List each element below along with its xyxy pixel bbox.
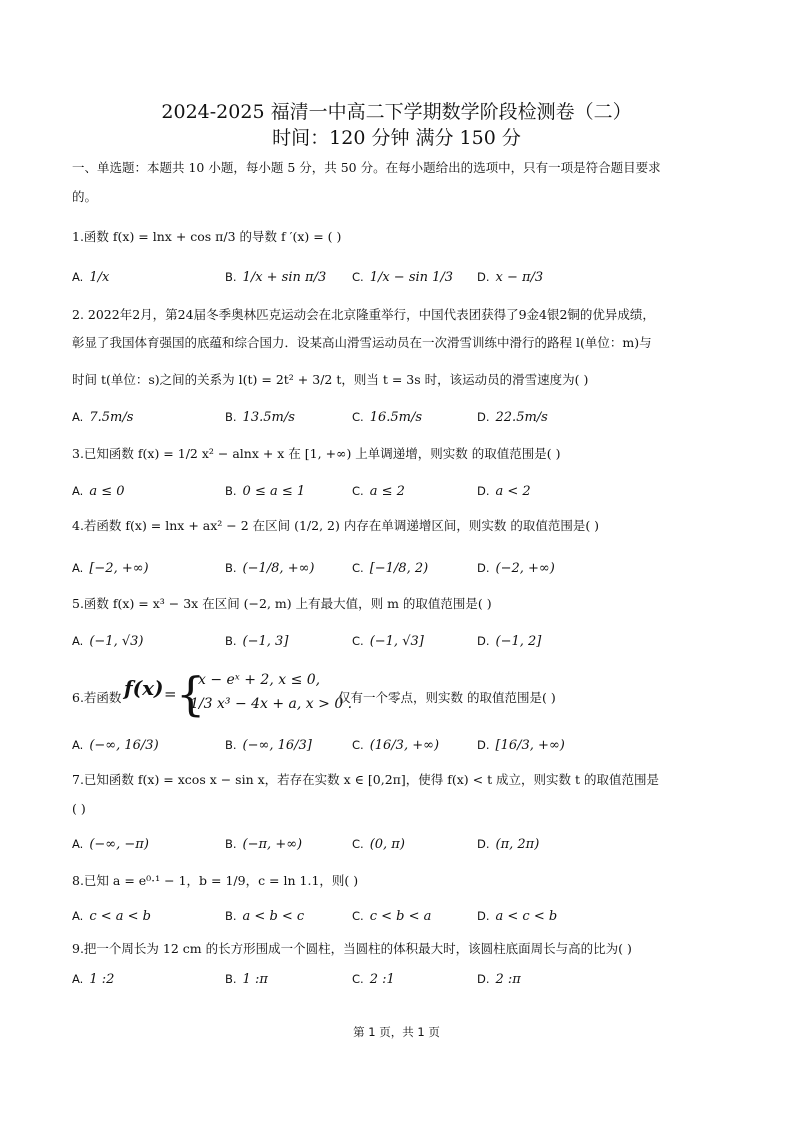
option-value: (16/3, +∞) xyxy=(369,738,440,753)
option-value: 1/x − sin 1/3 xyxy=(369,270,454,285)
option-label: C. xyxy=(352,837,364,851)
option-label: D. xyxy=(477,738,490,752)
option-value: c < a < b xyxy=(89,909,151,924)
option-value: [−1/8, 2) xyxy=(369,561,429,576)
option-d xyxy=(477,267,543,288)
option-label: D. xyxy=(477,909,490,923)
option-b xyxy=(225,407,295,428)
option-value: c < b < a xyxy=(369,909,432,924)
section-instruction-line2: 的。 xyxy=(72,189,98,204)
option-value: (−1, 3] xyxy=(242,634,289,649)
option-label: A. xyxy=(72,634,84,648)
option-label: C. xyxy=(352,909,364,923)
option-d xyxy=(477,906,557,927)
option-label: C. xyxy=(352,410,364,424)
option-value: (0, π) xyxy=(369,837,405,852)
question-3-options xyxy=(72,481,722,501)
question-4-options xyxy=(72,558,722,578)
option-value: 1/x xyxy=(89,270,110,285)
option-label: B. xyxy=(225,909,237,923)
option-b xyxy=(225,969,268,990)
option-c xyxy=(352,631,424,652)
option-b xyxy=(225,558,315,579)
exam-subtitle: 时间：120 分钟 满分 150 分 xyxy=(272,127,521,149)
question-3-stem: 3.已知函数 f(x) = 1/2 x² − alnx + x 在 [1, +∞) 上单调递增，则实数 的取值范围是( ) xyxy=(72,446,561,461)
option-label: D. xyxy=(477,410,490,424)
option-label: B. xyxy=(225,484,237,498)
option-a xyxy=(72,558,149,579)
option-value: 1/x + sin π/3 xyxy=(242,270,327,285)
option-value: [16/3, +∞) xyxy=(495,738,565,753)
question-2-stem-line2: 彰显了我国体育强国的底蕴和综合国力．设某高山滑雪运动员在一次滑雪训练中滑行的路程 l(单位：m)与 xyxy=(72,335,652,350)
option-label: B. xyxy=(225,634,237,648)
piecewise-case-1: x − eˣ + 2, x ≤ 0, xyxy=(198,672,321,688)
option-a xyxy=(72,834,149,855)
option-label: C. xyxy=(352,738,364,752)
option-value: 0 ≤ a ≤ 1 xyxy=(242,484,306,499)
question-8-options xyxy=(72,906,722,926)
option-label: B. xyxy=(225,837,237,851)
option-value: x − π/3 xyxy=(495,270,544,285)
option-label: A. xyxy=(72,738,84,752)
exam-title: 2024-2025 福清一中高二下学期数学阶段检测卷（二） xyxy=(161,101,632,123)
option-value: 22.5m/s xyxy=(495,410,548,425)
option-d xyxy=(477,834,539,855)
option-value: (−1, √3] xyxy=(369,634,424,649)
option-c xyxy=(352,481,405,502)
option-label: B. xyxy=(225,561,237,575)
question-6-options xyxy=(72,735,722,755)
equals-sign: = xyxy=(164,685,177,703)
option-value: a < b < c xyxy=(242,909,305,924)
option-b xyxy=(225,481,305,502)
option-c xyxy=(352,407,422,428)
option-label: D. xyxy=(477,484,490,498)
option-b xyxy=(225,267,326,288)
option-label: C. xyxy=(352,270,364,284)
option-label: A. xyxy=(72,410,84,424)
question-4-stem: 4.若函数 f(x) = lnx + ax² − 2 在区间 (1/2, 2) 内存在单调递增区间，则实数 的取值范围是( ) xyxy=(72,518,600,533)
option-value: a < 2 xyxy=(495,484,531,499)
question-1-stem: 1.函数 f(x) = lnx + cos π/3 的导数 f ′(x) = ( ) xyxy=(72,229,342,244)
question-6-prefix: 6.若函数 xyxy=(72,690,122,705)
option-d xyxy=(477,481,531,502)
option-label: D. xyxy=(477,972,490,986)
question-2-stem-line1: 2. 2022年2月，第24届冬季奥林匹克运动会在北京隆重举行，中国代表团获得了9金4银2铜的优异成绩， xyxy=(72,307,655,322)
option-b xyxy=(225,735,312,756)
option-b xyxy=(225,834,302,855)
option-label: C. xyxy=(352,561,364,575)
option-c xyxy=(352,969,395,990)
option-a xyxy=(72,631,143,652)
option-a xyxy=(72,969,114,990)
option-label: A. xyxy=(72,837,84,851)
option-c xyxy=(352,267,453,288)
question-5-options xyxy=(72,631,722,651)
option-value: (−1, √3) xyxy=(89,634,144,649)
option-c xyxy=(352,834,405,855)
option-c xyxy=(352,906,431,927)
piecewise-case-2: 1/3 x³ − 4x + a, x > 0 . xyxy=(190,696,353,712)
option-label: C. xyxy=(352,634,364,648)
option-value: (π, 2π) xyxy=(495,837,540,852)
option-label: D. xyxy=(477,270,490,284)
option-c xyxy=(352,558,428,579)
option-value: 2 :π xyxy=(495,972,521,987)
option-label: A. xyxy=(72,972,84,986)
question-7-stem-line2: ( ) xyxy=(72,801,86,816)
option-label: C. xyxy=(352,484,364,498)
question-6-suffix: 仅有一个零点，则实数 的取值范围是( ) xyxy=(338,690,556,705)
option-a xyxy=(72,481,125,502)
question-6-function: f(x) xyxy=(124,676,164,700)
option-value: (−1, 2] xyxy=(495,634,542,649)
option-value: 16.5m/s xyxy=(369,410,423,425)
option-label: A. xyxy=(72,270,84,284)
option-d xyxy=(477,969,521,990)
option-label: B. xyxy=(225,972,237,986)
option-value: (−2, +∞) xyxy=(495,561,555,576)
option-b xyxy=(225,631,288,652)
question-6-stem xyxy=(72,668,722,724)
option-label: A. xyxy=(72,909,84,923)
question-9-options xyxy=(72,969,722,989)
option-value: a < c < b xyxy=(495,909,558,924)
option-value: (−∞, −π) xyxy=(89,837,149,852)
option-value: 13.5m/s xyxy=(242,410,295,425)
question-5-stem: 5.函数 f(x) = x³ − 3x 在区间 (−2, m) 上有最大值，则 m 的取值范围是( ) xyxy=(72,596,492,611)
option-b xyxy=(225,906,304,927)
option-value: 2 :1 xyxy=(369,972,395,987)
option-value: 1 :2 xyxy=(89,972,115,987)
question-2-options xyxy=(72,407,722,427)
question-7-stem-line1: 7.已知函数 f(x) = xcos x − sin x，若存在实数 x ∈ [0,2π]，使得 f(x) < t 成立，则实数 t 的取值范围是 xyxy=(72,772,660,787)
option-label: B. xyxy=(225,738,237,752)
option-c xyxy=(352,735,439,756)
option-a xyxy=(72,735,159,756)
section-instruction-line1: 一、单选题：本题共 10 小题，每小题 5 分，共 50 分。在每小题给出的选项中，只有一项是符合题目要求 xyxy=(72,160,661,175)
option-value: (−∞, 16/3] xyxy=(242,738,312,753)
option-d xyxy=(477,407,548,428)
option-value: a ≤ 2 xyxy=(369,484,405,499)
option-label: B. xyxy=(225,410,237,424)
option-value: (−1/8, +∞) xyxy=(242,561,315,576)
option-value: [−2, +∞) xyxy=(89,561,149,576)
option-d xyxy=(477,631,541,652)
option-value: a ≤ 0 xyxy=(89,484,125,499)
option-label: A. xyxy=(72,484,84,498)
option-label: D. xyxy=(477,837,490,851)
left-brace: { xyxy=(176,667,206,721)
option-label: C. xyxy=(352,972,364,986)
page-footer: 第 1 页，共 1 页 xyxy=(353,1025,440,1039)
question-7-options xyxy=(72,834,722,854)
option-value: (−π, +∞) xyxy=(242,837,303,852)
option-d xyxy=(477,558,555,579)
option-value: 7.5m/s xyxy=(89,410,134,425)
option-value: (−∞, 16/3) xyxy=(89,738,159,753)
option-label: D. xyxy=(477,634,490,648)
question-1-options xyxy=(72,267,722,287)
question-2-stem-line3: 时间 t(单位：s)之间的关系为 l(t) = 2t² + 3/2 t，则当 t = 3s 时，该运动员的滑雪速度为( ) xyxy=(72,372,589,387)
question-8-stem: 8.已知 a = e⁰·¹ − 1，b = 1/9，c = ln 1.1，则( ) xyxy=(72,873,359,888)
option-a xyxy=(72,267,109,288)
option-label: B. xyxy=(225,270,237,284)
option-label: A. xyxy=(72,561,84,575)
question-9-stem: 9.把一个周长为 12 cm 的长方形围成一个圆柱，当圆柱的体积最大时，该圆柱底面周长与高的比为( ) xyxy=(72,941,632,956)
option-value: 1 :π xyxy=(242,972,268,987)
option-a xyxy=(72,407,133,428)
option-label: D. xyxy=(477,561,490,575)
option-a xyxy=(72,906,151,927)
option-d xyxy=(477,735,565,756)
